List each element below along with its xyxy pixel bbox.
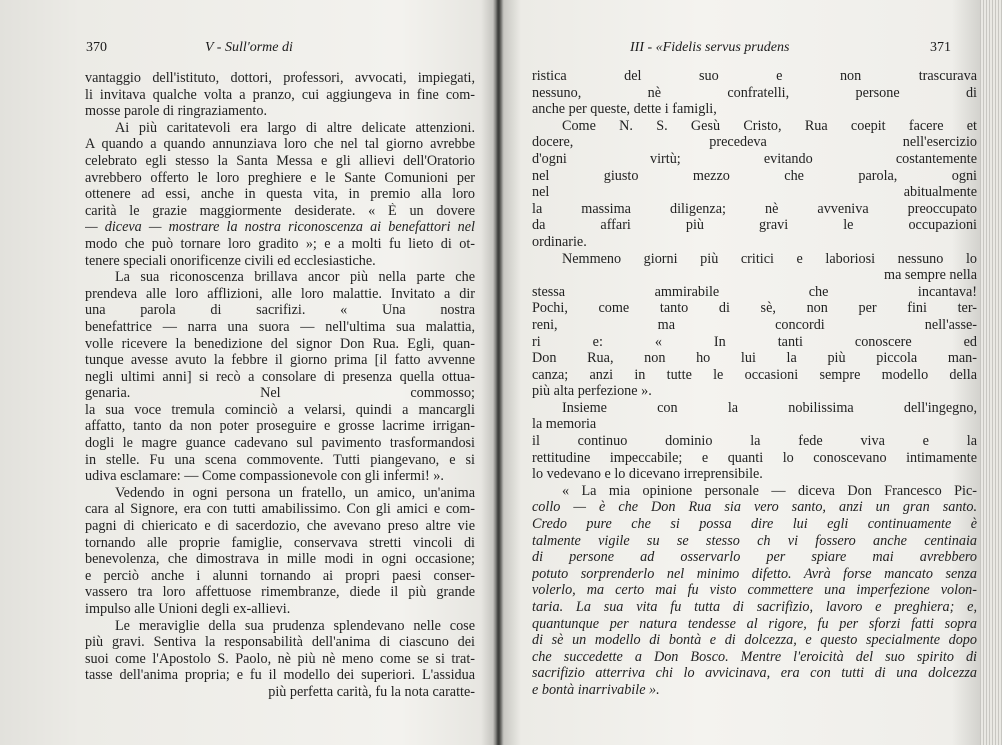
text-line: stessa ammirabile che incantava! [532,283,977,300]
text-line: volle ricevere la benedizione del signor Don Rua. Egli, quan- [85,335,475,352]
text-line: e bontà inarrivabile ». [532,681,660,698]
text-line: Pochi, come tanto di sè, non per fini ter- [532,300,977,317]
text-line: nel giusto mezzo che parola, ogni [532,167,977,184]
text-line: Nemmeno giorni più critici e laboriosi nessuno lo [562,250,977,267]
text-line: ottenere ad essi, anche in questa vita, in premio alla loro [85,186,475,203]
left-running-head [0,40,497,60]
text-line: collo — è che Don Rua sia vero santo, anzi un gran santo. [532,499,977,516]
text-line: volerlo, ma certo mai fu visto commettere una imperfezione volon- [532,582,977,599]
text-line: impulso alle Unioni degli ex-allievi. [85,601,291,617]
text-line: d'ogni virtù; evitando costantemente [532,150,977,167]
left-page-number: 370 [86,40,107,55]
text-line: tasse dell'anima propria; e fu il modello dei superiori. L'assidua [85,667,475,684]
text-line: la sua voce tremula cominciò a velarsi, quindi a mancargli [85,401,475,418]
text-line: da affari più gravi le occupazioni [532,217,977,234]
text-line: Insieme con la nobilissima dell'ingegno, [562,399,977,416]
text-line: benefattrice — narra una suora — nell'ultima sua malattia, [85,318,475,335]
text-line: potuto sorprenderlo nel minimo difetto. Avrà forse mancato senza [532,565,977,582]
text-line: di persone ad osservarlo per spiare mai avrebbero [532,549,977,566]
text-line: che succedette a Don Bosco. Mentre l'eroicità del suo spirito di [532,648,977,665]
text-line: di sè un modello di bontà e di dolcezza, e questo specialmente dopo [532,632,977,649]
text-line: tunque avesse avuto la febbre il giorno prima [il fatto avvenne [85,352,475,369]
text-line: e perciò anche i alunni tornando ai propri paesi conser- [85,567,475,584]
text-line: Come N. S. Gesù Cristo, Rua coepit facere et [562,117,977,134]
left-body-text [85,70,475,701]
text-line: taria. La sua vita fu tutta di sacrifizio, lavoro e preghiera; e, [532,599,977,615]
text-line: nessuno, nè confratelli, persone di [532,84,977,101]
text-line: Vedendo in ogni persona un fratello, un amico, un'anima [115,484,475,501]
text-line: la massima diligenza; nè avveniva preoccupato [532,200,977,217]
text-line: talmente vigile su se stesso ch vi fossero anche centinaia [532,532,977,549]
text-line: genaria. Nel commosso; [85,385,475,402]
text-line: canza; anzi in tutte le occasioni sempre modello della [532,366,977,383]
text-line: in stelle. Fu una scena commovente. Tutti piangevano, e si [85,451,475,468]
text-line: tornando alle proprie famiglie, conservava stretti vincoli di [85,534,475,551]
text-line: Don Rua, non ho lui la più piccola man- [532,350,977,367]
text-line: Credo pure che si possa dire lui egli continuamente è [532,516,977,533]
text-line: quantunque per natura tendesse al rigore, fu per sforzi fatti sopra [532,615,977,632]
text-line: cara al Signore, era con tutti amabilissimo. Con gli amici e com- [85,501,475,518]
text-line: reni, ma concordi nell'asse- [532,316,977,333]
text-line: più perfetta carità, fu la nota caratte- [268,683,475,700]
text-line: carità le grazie maggiormente desiderate. « È un dovere [85,202,475,219]
text-line: — diceva — mostrare la nostra riconoscenza ai benefattori nel [85,219,475,236]
text-line: ordinarie. [532,233,587,250]
text-line: vantaggio dell'istituto, dottori, professori, avvocati, impiegati, [85,70,475,86]
text-line: tenere speciali onorificenze civili ed ecclesiastiche. [85,252,376,269]
text-line: Ai più caritatevoli era largo di altre delicate attenzioni. [115,119,475,136]
text-line: prendeva alle loro afflizioni, alle loro malattie. Invitato a dir [85,285,475,302]
text-line: più gravi. Sentiva la responsabilità dell'anima di ciascuno dei [85,634,475,651]
text-line: La sua riconoscenza brillava ancor più nella parte che [115,269,475,286]
text-line: ristica del suo e non trascurava [532,68,977,84]
text-line: rettitudine impeccabile; e quanti lo conoscevano intimamente [532,449,977,466]
text-line: pagni di chiericato e di sacerdozio, che avevano preso altre vie [85,518,475,535]
text-line: celebrato egli stesso la Santa Messa e gli allievi dell'Oratorio [85,152,475,169]
text-line: li invitava qualche volta a pranzo, cui aggiungeva in fine com- [85,86,475,103]
right-body-text [532,68,977,699]
text-line: anche per queste, dette i famigli, [532,101,717,118]
text-line: nel abitualmente [532,184,977,201]
text-line: lo vedevano e lo dicevano irreprensibile. [532,466,763,483]
text-line: docere, precedeva nell'esercizio [532,134,977,151]
text-line: A quando a quando annunziava loro che nel tal giorno avrebbe [85,136,475,153]
text-line: il continuo dominio la fede viva e la [532,433,977,450]
text-line: Le meraviglie della sua prudenza splendevano nelle cose [115,617,475,634]
text-line: sacrifizio atterriva chi lo avvicinava, era con tutti di una dolcezza [532,665,977,682]
right-page [500,0,1002,745]
text-line: più alta perfezione ». [532,383,652,400]
text-line: la memoria [532,416,597,433]
right-running-title: III - «Fidelis servus prudens [630,40,790,55]
text-line: vassero tra loro affettuose rimembranze, diede il più grande [85,584,475,601]
text-line: mosse parole di ringraziamento. [85,103,268,120]
text-line: ri e: « In tanti conoscere ed [532,333,977,350]
text-line: udiva esclamare: — Come compassionevole con gli infermi! ». [85,468,444,485]
text-line: una parola di sacrifizi. « Una nostra [85,302,475,319]
text-line: modo che può tornare loro gradito »; e a molti fu lieto di ot- [85,235,475,252]
left-page [0,0,497,745]
text-line: dogli le magre guance cadevano sul pavimento trasformandosi [85,435,475,452]
text-line: ma sempre nella [884,267,977,284]
text-line: affatto, tanto da non poter proseguire e grosse lacrime irrigan- [85,418,475,435]
right-page-number: 371 [930,40,951,55]
left-running-title: V - Sull'orme di [205,40,293,55]
text-line: benevolenza, che dimostrava in mille modi in ogni occasione; [85,551,475,568]
text-line: suoi come l'Apostolo S. Paolo, nè più nè meno come se si trat- [85,650,475,667]
text-line: « La mia opinione personale — diceva Don Francesco Pic- [562,482,977,499]
right-running-head [500,40,1002,60]
text-line: negli ultimi anni] si recò a consolare di presenza quella ottua- [85,368,475,385]
text-line: avrebbero offerto le loro preghiere e le Sante Comunioni per [85,169,475,186]
